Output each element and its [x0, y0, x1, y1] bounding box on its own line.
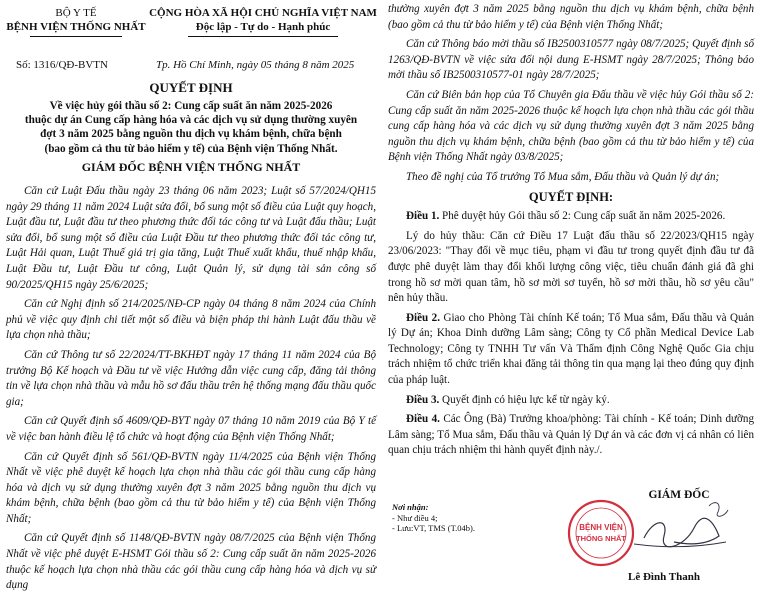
- legal-basis-paragraph: Căn cứ Quyết định số 561/QĐ-BVTN ngày 11/4/2025 của Bệnh viện Thống Nhất về việc phê duyệt kế hoạch lựa chọn nhà thầu các gói thầu cung cấp hàng hóa và dịch vụ sử dụng thường xuyên đợt 3 năm 2025 bằng nguồn thu dịch vụ khám bệnh, chữa bệnh (bao gồm cả thu từ bảo hiểm y tế) của Bệnh viện Thống Nhất;: [6, 450, 376, 525]
- article-3: [388, 393, 754, 409]
- legal-basis-paragraph: Căn cứ Thông báo mời thầu số IB2500310577 ngày 08/7/2025; Quyết định số 1263/QĐ-BVTN về việc sửa đổi nội dung E-HSMT ngày 28/7/2025; Thông báo mời thầu số IB2500310577-01 ngày 28/7/2025;: [388, 38, 754, 82]
- recipient-item: - Lưu:VT, TMS (T.04b).: [392, 523, 475, 533]
- article-label: Điều 4.: [406, 413, 440, 426]
- header-rule-left: [30, 36, 122, 37]
- legal-basis-paragraph: Căn cứ Biên bản họp của Tổ Chuyên gia Đấu thầu về việc hủy Gói thầu số 2: Cung cấp suất ăn năm 2025-2026 thuộc kế hoạch lựa chọn nhà thầu các gói thầu cung cấp hàng hóa và các dịch vụ sử dụng thường xuyên đợt 3 năm 2025 bằng nguồn thu dịch vụ khám bệnh, chữa bệnh (bao gồm cả thu từ bảo hiểm y tế) của Bệnh viện Thống Nhất ngày 03/8/2025;: [388, 88, 754, 164]
- article-text: Quyết định có hiệu lực kể từ ngày ký.: [439, 393, 610, 406]
- issuer-header: [6, 6, 146, 37]
- seal-text-line1: BỆNH VIỆN: [579, 523, 623, 532]
- article-text: Các Ông (Bà) Trưởng khoa/phòng: Tài chính - Kế toán; Dinh dưỡng Lâm sàng; Tổ Mua sắm, Đấu thầu và Quản lý Dự án và các đơn vị cá nhân có liên quan chịu trách nhiệm thi hành quyết định này./.: [388, 413, 754, 457]
- document-title: QUYẾT ĐỊNH: [149, 80, 233, 95]
- proposal-paragraph: Theo đề nghị của Tổ trưởng Tổ Mua sắm, Đấu thầu và Quản lý dự án;: [406, 170, 720, 183]
- recipients-label: Nơi nhận:: [392, 502, 429, 512]
- legal-basis-paragraph: Căn cứ Thông tư số 22/2024/TT-BKHĐT ngày 17 tháng 11 năm 2024 của Bộ trưởng Bộ Kế hoạch và Đầu tư về việc Hướng dẫn việc cung cấp, đăng tải thông tin về lựa chọn nhà thầu và mẫu hồ sơ đấu thầu trên hệ thống mạng đấu thầu quốc gia;: [6, 348, 376, 408]
- legal-basis-paragraph: Căn cứ Quyết định số 4609/QĐ-BYT ngày 07 tháng 10 năm 2019 của Bộ Y tế về việc ban hành điều lệ tổ chức và hoạt động của Bệnh viện Thống Nhất;: [6, 415, 376, 443]
- signer-title: GIÁM ĐỐC: [648, 489, 710, 501]
- document-date: Tp. Hồ Chí Minh, ngày 05 tháng 8 năm 2025: [156, 59, 355, 71]
- country-name: CỘNG HÒA XÃ HỘI CHỦ NGHĨA VIỆT NAM: [149, 7, 377, 19]
- national-motto: Độc lập - Tự do - Hạnh phúc: [195, 21, 331, 33]
- signer-name: Lê Đình Thanh: [628, 571, 700, 583]
- article-text: Phê duyệt hủy Gói thầu số 2: Cung cấp suất ăn năm 2025-2026.: [439, 210, 726, 223]
- legal-basis-left: [6, 184, 376, 594]
- legal-basis-paragraph: Căn cứ Nghị định số 214/2025/NĐ-CP ngày 04 tháng 8 năm 2024 của Chính phủ về việc quy định chi tiết một số điều và biện pháp thi hành Luật đấu thầu về lựa chọn nhà thầu;: [6, 298, 376, 342]
- document-number: Số: 1316/QĐ-BVTN: [16, 59, 108, 71]
- decision-heading: QUYẾT ĐỊNH:: [528, 189, 614, 204]
- cancellation-reason: [388, 229, 754, 307]
- article-2: [388, 311, 754, 389]
- article-label: Điều 1.: [406, 210, 440, 223]
- recipient-item: - Như điều 4;: [392, 512, 438, 523]
- article-label: Điều 3.: [406, 393, 440, 406]
- article-label: Điều 2.: [406, 311, 440, 324]
- authority-heading: GIÁM ĐỐC BỆNH VIỆN THỐNG NHẤT: [81, 160, 301, 174]
- article-text: Lý do hủy thầu: Căn cứ Điều 17 Luật đấu thầu số 22/2023/QH15 ngày 23/06/2023: "Thay đổi về mục tiêu, phạm vi đầu tư trong quyết định đầu tư đã được phê duyệt làm thay đổi khối lượng công việc, tiêu chuẩn đánh giá đã ghi trong hồ sơ mời quan tâm, hồ sơ mời sơ tuyển, hồ sơ mời thầu, hồ sơ yêu cầu" nên hủy thầu.: [388, 229, 754, 305]
- article-4: [388, 412, 754, 459]
- legal-basis-paragraph: thường xuyên đợt 3 năm 2025 bằng nguồn thu dịch vụ khám bệnh, chữa bệnh (bao gồm cả thu từ bảo hiểm y tế) của Bệnh viện Thống Nhất;: [388, 3, 754, 31]
- article-text: Giao cho Phòng Tài chính Kế toán; Tổ Mua sắm, Đấu thầu và Quản lý Dự án; Khoa Dinh dưỡng Lâm sàng; Công ty Cổ phần Medical Device Lab Technology; Công ty TNHH Tư vấn Và Thẩm định Công Nghệ Quốc Gia chịu trách nhiệm tổ chức triển khai đăng tải thông tin qua mạng lại theo đúng quy định của pháp luật.: [388, 311, 754, 387]
- recipients-block: [392, 502, 475, 534]
- legal-basis-paragraph: Căn cứ Luật Đấu thầu ngày 23 tháng 06 năm 2023; Luật số 57/2024/QH15 ngày 29 tháng 11 năm 2024 Luật sửa đổi, bổ sung một số điều của Luật quy hoạch, Luật đầu tư, Luật đầu tư theo phương thức đối tác công tư và Luật đấu thầu; Luật sửa đổi, bổ sung một số điều của Luật Đầu tư theo phương thức đối tác công tư, Luật Hải quan, Luật Thuế giá trị gia tăng, Luật Thuế xuất khẩu, thuế nhập khẩu, Luật Đầu tư, Luật Đầu tư công, Luật Quản lý, sử dụng tài sản công số 90/2025/QH15 ngày 25/6/2025;: [6, 185, 376, 291]
- article-1: [388, 209, 754, 225]
- subject-line: (bao gồm cả thu từ bảo hiểm y tế) của Bệnh viện Thống Nhất.: [44, 142, 338, 155]
- seal-text-line2: THỐNG NHẤT: [576, 534, 626, 543]
- ministry-name: BỘ Y TẾ: [55, 7, 97, 19]
- subject-line: thuộc dự án Cung cấp hàng hóa và các dịch vụ sử dụng thường xuyên: [24, 114, 358, 127]
- handwritten-signature: [614, 498, 734, 558]
- subject-line: Về việc hủy gói thầu số 2: Cung cấp suất ăn năm 2025-2026: [49, 100, 333, 112]
- subject-line: đợt 3 năm 2025 bằng nguồn thu dịch vụ khám bệnh, chữa bệnh: [40, 128, 342, 141]
- document-subject: [6, 99, 376, 156]
- decision-body: [388, 2, 754, 459]
- header-rule-right: [188, 36, 338, 37]
- national-header: [146, 6, 380, 37]
- legal-basis-paragraph: Căn cứ Quyết định số 1148/QĐ-BVTN ngày 08/7/2025 của Bệnh viện Thống Nhất về việc phê duyệt E-HSMT Gói thầu số 2: Cung cấp suất ăn năm 2025-2026 thuộc kế hoạch lựa chọn nhà thầu các gói thầu cung cấp hàng hóa và dịch vụ sử dụng: [6, 532, 376, 592]
- hospital-name: BỆNH VIỆN THỐNG NHẤT: [6, 21, 146, 33]
